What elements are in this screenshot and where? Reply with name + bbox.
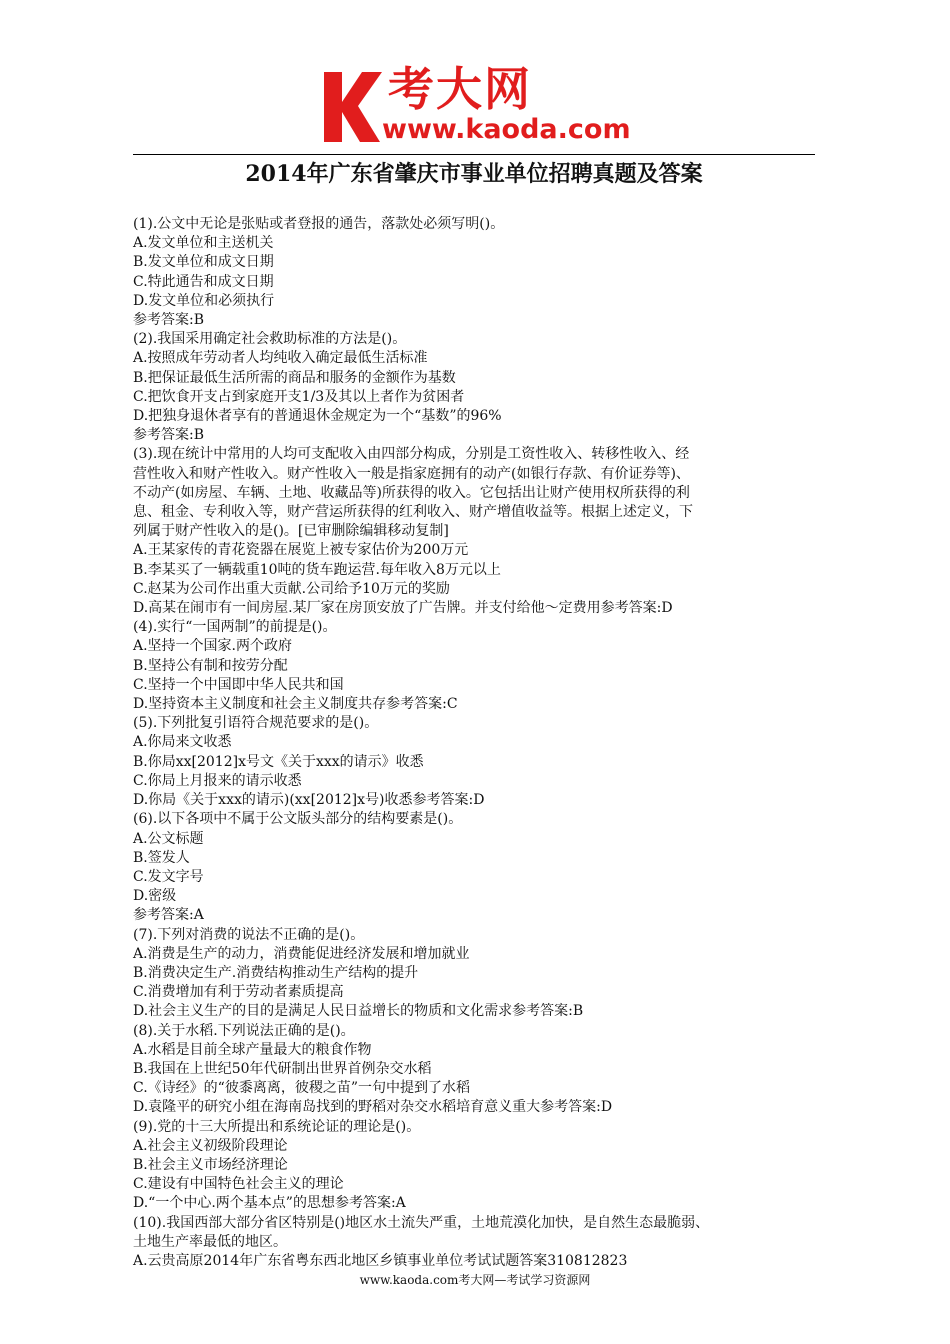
text-line: D.袁隆平的研究小组在海南岛找到的野稻对杂交水稻培育意义重大参考答案:D xyxy=(133,1099,613,1116)
text-line: (8).关于水稻.下列说法正确的是()。 xyxy=(133,1022,355,1039)
text-line: C.把饮食开支占到家庭开支1/3及其以上者作为贫困者 xyxy=(133,388,465,405)
text-line: D.社会主义生产的目的是满足人民日益增长的物质和文化需求参考答案:B xyxy=(133,1003,584,1020)
text-line: D.坚持资本主义制度和社会主义制度共存参考答案:C xyxy=(133,696,458,713)
text-line: 列属于财产性收入的是()。[已审删除编辑移动复制] xyxy=(133,523,449,540)
logo-brand-text: 考大网 xyxy=(388,62,532,116)
text-line: B.坚持公有制和按劳分配 xyxy=(133,657,288,674)
k-logo-icon xyxy=(318,66,384,146)
text-line: 参考答案:B xyxy=(133,312,205,329)
text-line: 息、租金、专利收入等，财产营运所获得的红利收入、财产增值收益等。根据上述定义，下 xyxy=(133,504,693,521)
text-line: A.按照成年劳动者人均纯收入确定最低生活标准 xyxy=(133,350,428,367)
text-line: (5).下列批复引语符合规范要求的是()。 xyxy=(133,715,379,732)
text-line: D.密级 xyxy=(133,888,177,905)
text-line: C.消费增加有利于劳动者素质提高 xyxy=(133,984,344,1001)
text-line: (6).以下各项中不属于公文版头部分的结构要素是()。 xyxy=(133,811,463,828)
text-line: A.你局来文收悉 xyxy=(133,734,232,751)
text-line: B.社会主义市场经济理论 xyxy=(133,1156,288,1173)
text-line: A.水稻是目前全球产量最大的粮食作物 xyxy=(133,1041,372,1058)
text-line: A.公文标题 xyxy=(133,830,204,847)
text-line: C.特此通告和成文日期 xyxy=(133,273,274,290)
page-footer: www.kaoda.com考大网—考试学习资源网 xyxy=(359,1273,591,1287)
text-line: B.把保证最低生活所需的商品和服务的金额作为基数 xyxy=(133,369,456,386)
text-line: (2).我国采用确定社会救助标准的方法是()。 xyxy=(133,331,407,348)
text-line: C.《诗经》的“彼黍离离，彼稷之苗”一句中提到了水稻 xyxy=(133,1080,470,1097)
text-line: C.坚持一个中国即中华人民共和国 xyxy=(133,676,344,693)
text-line: D.高某在闹市有一间房屋.某厂家在房顶安放了广告牌。并支付给他～定费用参考答案:D xyxy=(133,600,673,617)
text-line: A.王某家传的青花瓷器在展览上被专家估价为200万元 xyxy=(133,542,469,559)
text-line: 营性收入和财产性收入。财产性收入一般是指家庭拥有的动产(如银行存款、有价证券等)、 xyxy=(133,465,690,482)
text-line: 不动产(如房屋、车辆、土地、收藏品等)所获得的收入。它包括出让财产使用权所获得的利 xyxy=(133,484,690,501)
text-line: D.把独身退休者享有的普通退休金规定为一个“基数”的96% xyxy=(133,408,502,425)
logo-url-text: www.kaoda.com xyxy=(382,114,631,145)
text-line: B.消费决定生产.消费结构推动生产结构的提升 xyxy=(133,964,419,981)
text-line: C.你局上月报来的请示收悉 xyxy=(133,772,302,789)
text-line: B.李某买了一辆载重10吨的货车跑运营.每年收入8万元以上 xyxy=(133,561,501,578)
text-line: (1).公文中无论是张贴或者登报的通告，落款处必须写明()。 xyxy=(133,216,505,232)
text-line: A.云贵高原2014年广东省粤东西北地区乡镇事业单位考试试题答案310812823 xyxy=(133,1252,628,1269)
text-line: 参考答案:A xyxy=(133,907,204,924)
site-logo xyxy=(318,62,648,152)
text-line: C.建设有中国特色社会主义的理论 xyxy=(133,1176,344,1193)
question-list xyxy=(133,215,823,1271)
text-line: 土地生产率最低的地区。 xyxy=(133,1233,287,1250)
text-line: (9).党的十三大所提出和系统论证的理论是()。 xyxy=(133,1118,421,1135)
text-line: A.社会主义初级阶段理论 xyxy=(133,1137,288,1154)
text-line: B.你局xx[2012]x号文《关于xxx的请示》收悉 xyxy=(133,753,424,770)
text-line: 参考答案:B xyxy=(133,427,205,444)
text-line: C.赵某为公司作出重大贡献.公司给予10万元的奖励 xyxy=(133,580,450,597)
text-line: A.发文单位和主送机关 xyxy=(133,235,274,252)
header-divider xyxy=(133,154,815,155)
document-title: 2014年广东省肇庆市事业单位招聘真题及答案 xyxy=(245,161,703,187)
text-line: B.签发人 xyxy=(133,849,190,866)
text-line: B.我国在上世纪50年代研制出世界首例杂交水稻 xyxy=(133,1060,432,1077)
text-line: D.发文单位和必须执行 xyxy=(133,292,275,309)
text-line: D.你局《关于xxx的请示)(xx[2012]x号)收悉参考答案:D xyxy=(133,792,485,809)
text-line: A.消费是生产的动力，消费能促进经济发展和增加就业 xyxy=(133,945,470,962)
text-line: (3).现在统计中常用的人均可支配收入由四部分构成，分别是工资性收入、转移性收入、经 xyxy=(133,446,690,463)
text-line: C.发文字号 xyxy=(133,868,204,885)
text-line: (10).我国西部大部分省区特别是()地区水土流失严重，土地荒漠化加快，是自然生态最脆弱、 xyxy=(133,1214,710,1231)
text-line: (7).下列对消费的说法不正确的是()。 xyxy=(133,926,365,943)
text-line: (4).实行“一国两制”的前提是()。 xyxy=(133,619,337,636)
text-line: B.发文单位和成文日期 xyxy=(133,254,274,271)
text-line: A.坚持一个国家.两个政府 xyxy=(133,638,293,655)
text-line: D.“一个中心.两个基本点”的思想参考答案:A xyxy=(133,1195,406,1212)
